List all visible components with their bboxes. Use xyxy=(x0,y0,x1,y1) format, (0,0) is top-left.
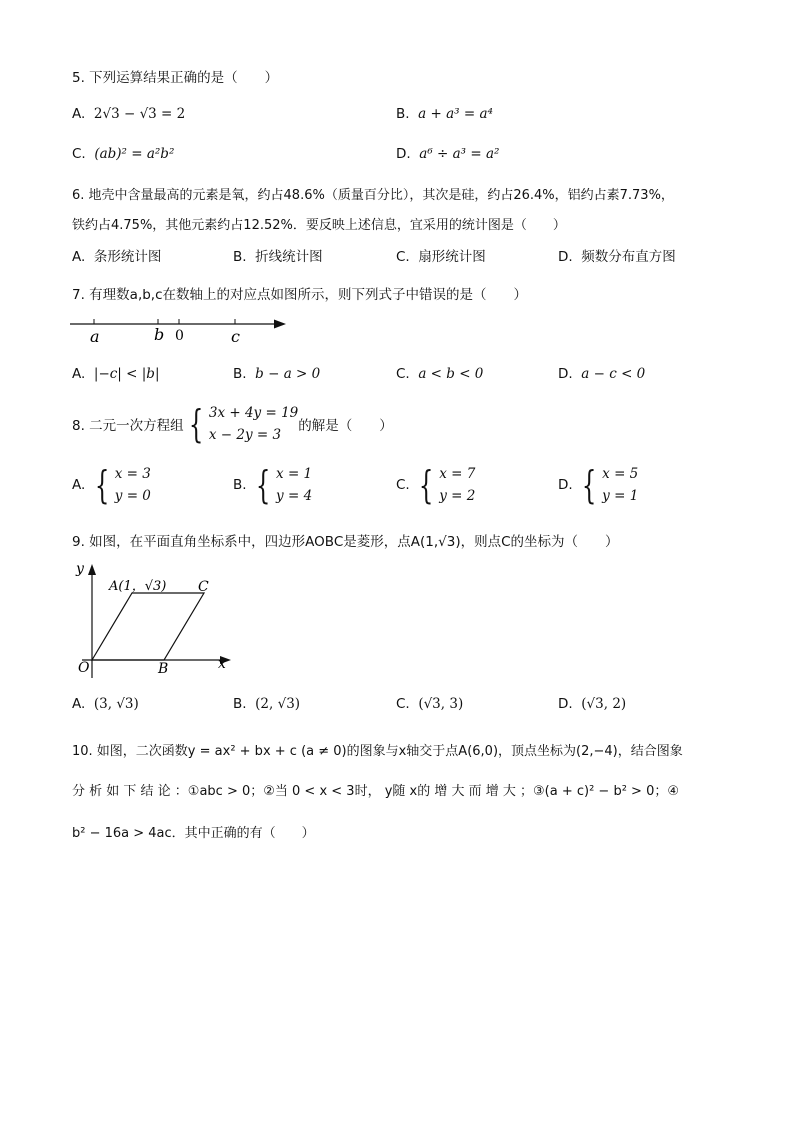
point-o-label: O xyxy=(78,660,90,676)
q8-equation-2: x − 2y = 3 xyxy=(208,427,282,443)
q8-option-b: B. { x = 1 y = 4 xyxy=(233,463,313,507)
label-c: c xyxy=(231,327,240,346)
x-axis-label: x xyxy=(218,656,226,672)
q7-option-d: D. a − c < 0 xyxy=(558,366,646,382)
q8-option-a: A. { x = 3 y = 0 xyxy=(72,463,151,507)
q8-brace-icon: { xyxy=(188,402,204,446)
q9-rhombus-figure xyxy=(72,560,237,682)
q8-system xyxy=(184,402,299,446)
q9-stem: 9. 如图，在平面直角坐标系中，四边形AOBC是菱形，点A(1,√3)，则点C的坐标为（ ） xyxy=(72,534,619,550)
q9-option-c: C. (√3, 3) xyxy=(396,696,464,712)
q8-option-c: C. { x = 7 y = 2 xyxy=(396,463,476,507)
q8-equation-1: 3x + 4y = 19 xyxy=(208,405,299,421)
q5-stem: 5. 下列运算结果正确的是（ ） xyxy=(72,70,279,86)
q8-stem xyxy=(72,402,393,446)
q9-option-a: A. (3, √3) xyxy=(72,696,139,712)
q7-stem: 7. 有理数a,b,c在数轴上的对应点如图所示，则下列式子中错误的是（ ） xyxy=(72,287,528,303)
q7-number-line xyxy=(66,312,296,350)
q9-option-d: D. (√3, 2) xyxy=(558,696,627,712)
label-0: 0 xyxy=(175,328,184,344)
q6-option-b: B. 折线统计图 xyxy=(233,249,323,265)
q7-option-a: A. |−c| < |b| xyxy=(72,366,160,382)
q8-stem-prefix: 8. 二元一次方程组 xyxy=(72,418,184,434)
q6-stem-line2: 铁约占4.75%，其他元素约占12.52%．要反映上述信息，宜采用的统计图是（ ） xyxy=(72,218,566,233)
q6-option-a: A. 条形统计图 xyxy=(72,249,162,265)
y-axis-arrow xyxy=(88,564,96,575)
point-a-label: A(1，√3) xyxy=(109,579,167,594)
point-c-label: C xyxy=(198,579,209,595)
point-b-label: B xyxy=(158,661,169,677)
q7-option-c: C. a < b < 0 xyxy=(396,366,484,382)
rhombus-aobc xyxy=(92,593,204,660)
q5-option-c: C. (ab)² = a²b² xyxy=(72,146,175,162)
label-b: b xyxy=(154,325,165,344)
q6-stem-line1: 6. 地壳中含量最高的元素是氧，约占48.6%（质量百分比），其次是硅，约占26.4%，铝约占素7.73%， xyxy=(72,188,674,203)
q9-option-b: B. (2, √3) xyxy=(233,696,301,712)
q5-option-b: B. a + a³ = a⁴ xyxy=(396,106,493,122)
q8-option-d: D. { x = 5 y = 1 xyxy=(558,463,639,507)
label-a: a xyxy=(90,327,100,346)
q5-option-a: A. 2√3 − √3 = 2 xyxy=(72,106,186,122)
q10-line1: 10. 如图，二次函数y = ax² + bx + c (a ≠ 0)的图象与x轴交于点A(6,0)，顶点坐标为(2,−4)，结合图象 xyxy=(72,744,683,759)
y-axis-label: y xyxy=(76,561,84,577)
q10-line2: 分 析 如 下 结 论 ：①abc > 0；②当 0 < x < 3时， y随 x的 增 大 而 增 大 ；③(a + c)² − b² > 0；④ xyxy=(72,784,680,799)
q8-stem-suffix: 的解是（ ） xyxy=(298,418,393,434)
q6-option-c: C. 扇形统计图 xyxy=(396,249,486,265)
q7-option-b: B. b − a > 0 xyxy=(233,366,321,382)
q6-option-d: D. 频数分布直方图 xyxy=(558,249,676,265)
q10-line3: b² − 16a > 4ac．其中正确的有（ ） xyxy=(72,826,315,841)
number-line-arrow xyxy=(274,320,286,329)
q5-option-d: D. a⁶ ÷ a³ = a² xyxy=(396,146,500,162)
